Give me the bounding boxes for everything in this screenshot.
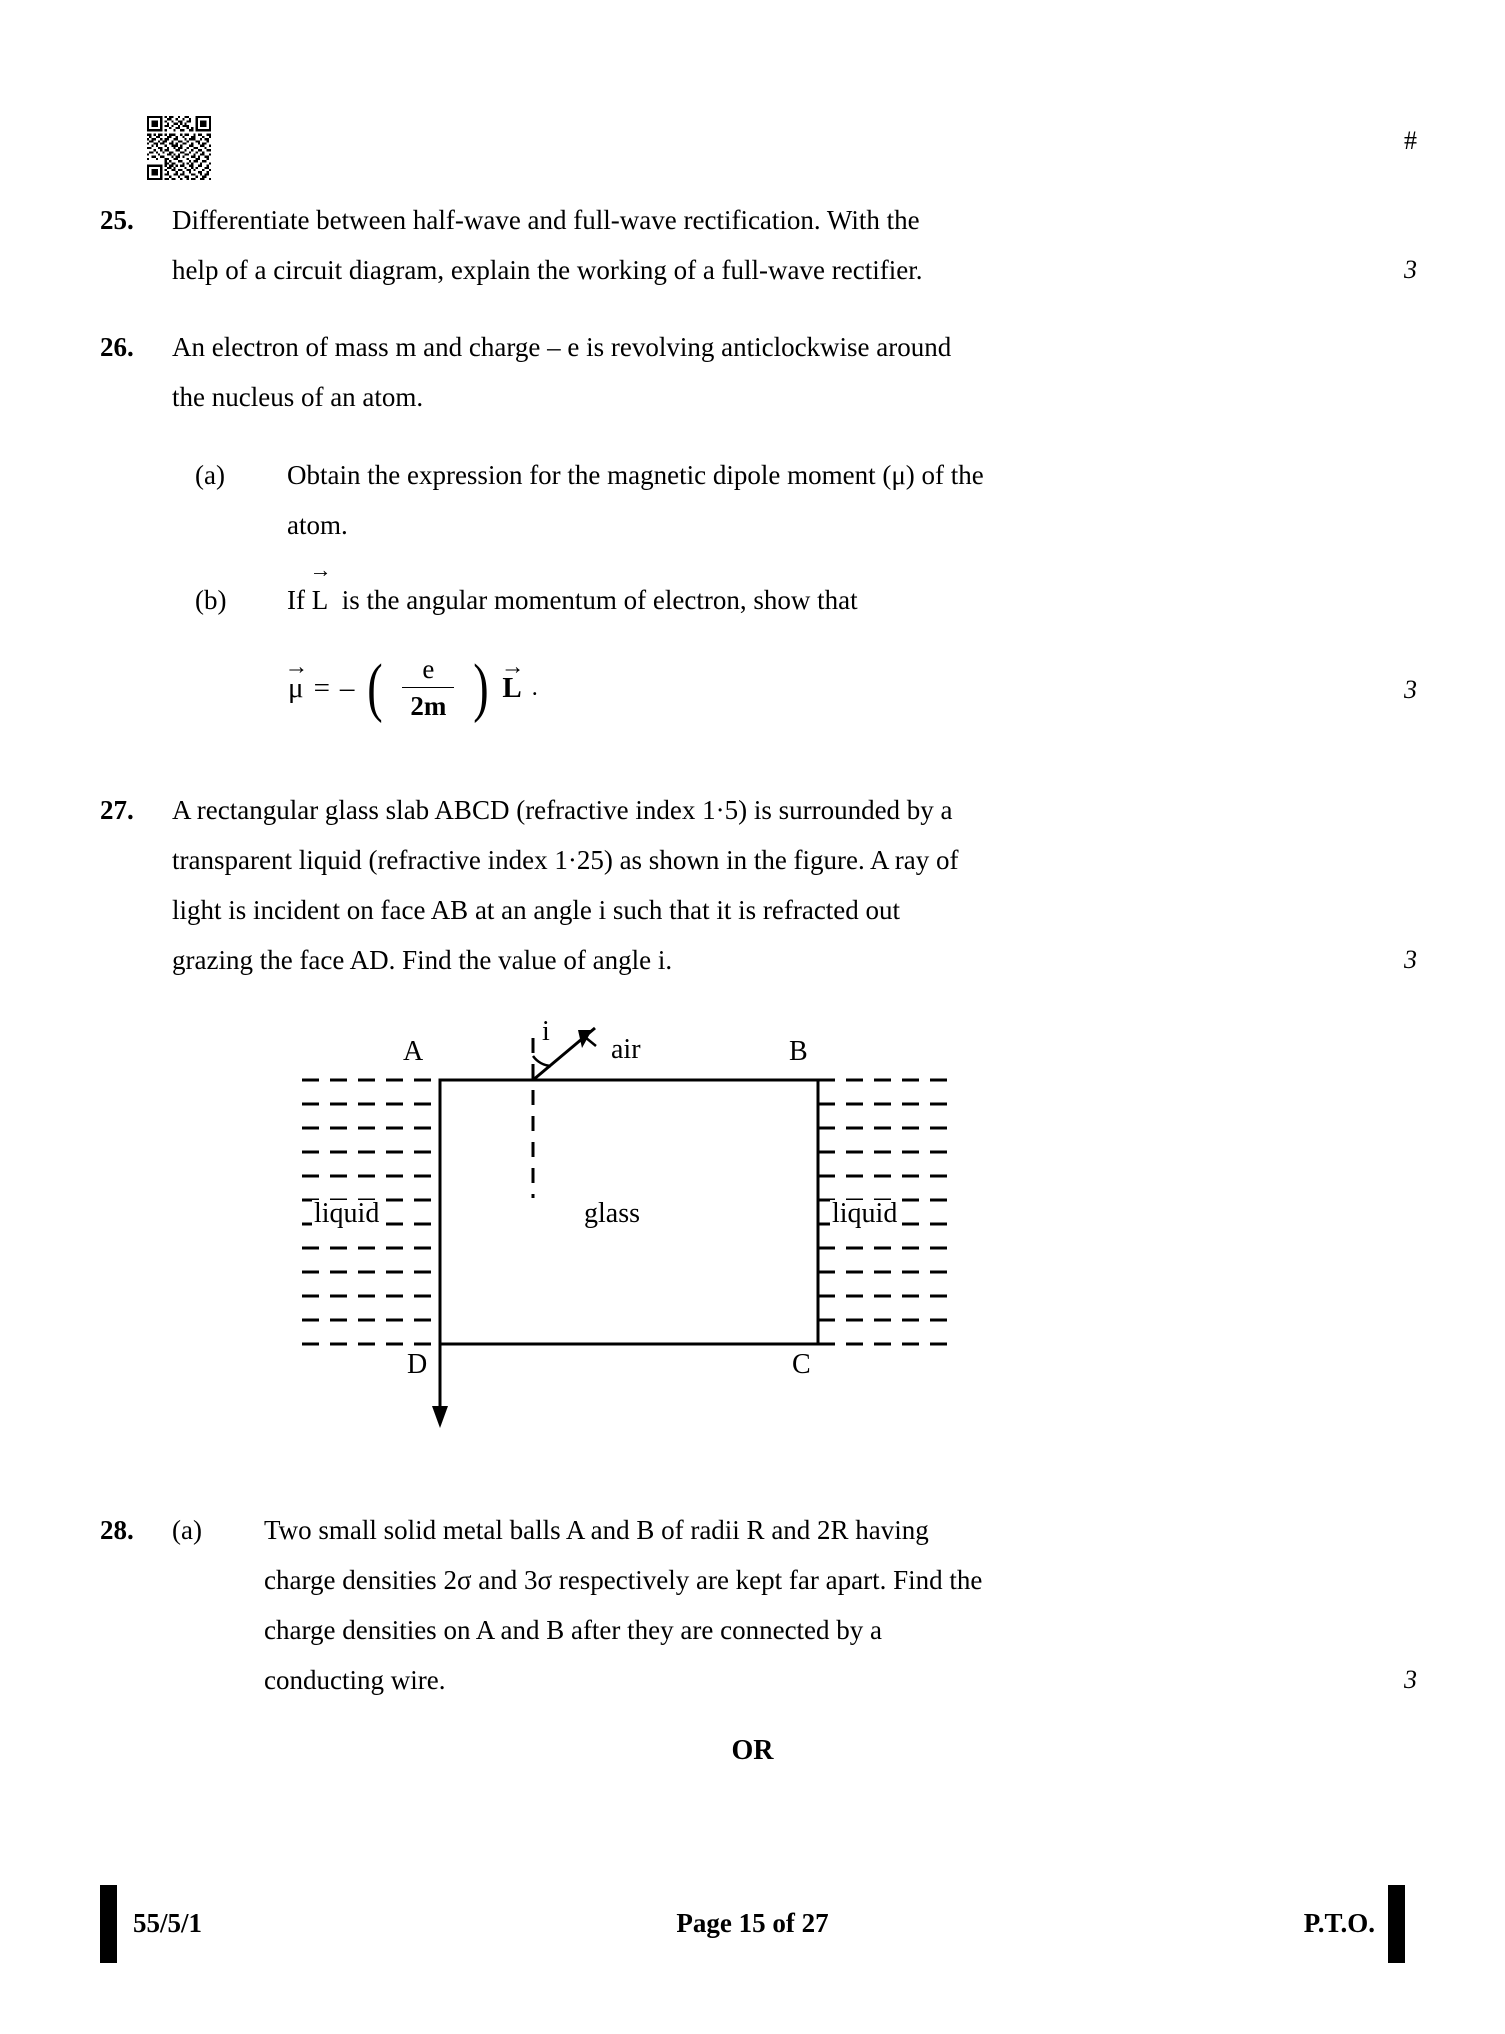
- fraction-e-over-2m: [396, 654, 460, 722]
- magnetic-moment-vector: [284, 654, 308, 704]
- figure-label-glass: glass: [584, 1198, 640, 1229]
- vector-arrow-icon: →: [284, 654, 308, 681]
- question-25-line-1: Differentiate between half-wave and full-wave rectification. With the: [172, 205, 920, 235]
- or-divider: OR: [731, 1735, 774, 1766]
- figure-label-angle-i: i: [542, 1016, 550, 1047]
- question-28-line-4: conducting wire.: [264, 1665, 446, 1695]
- question-26-part-a-line-1: Obtain the expression for the magnetic dipole moment (μ) of the: [287, 460, 984, 490]
- question-28-body: [264, 1505, 1297, 1705]
- hash-mark: #: [1404, 126, 1417, 155]
- grazing-ray-arrowhead: [432, 1406, 448, 1428]
- question-25-number: 25.: [100, 205, 134, 235]
- question-25: [100, 195, 1320, 295]
- left-paren: (: [367, 650, 384, 724]
- part-b-text-prefix: If: [287, 585, 312, 615]
- figure-label-B: B: [789, 1036, 808, 1067]
- question-26: [100, 322, 1320, 422]
- question-28-line-1: Two small solid metal balls A and B of radii R and 2R having: [264, 1515, 929, 1545]
- question-26-part-a-line-2: atom.: [287, 510, 348, 540]
- figure-label-air: air: [611, 1034, 641, 1065]
- formula-period: .: [531, 675, 538, 701]
- right-paren: ): [473, 650, 490, 724]
- glass-slab-figure: [290, 1010, 970, 1440]
- question-26-part-a-body: [287, 450, 1320, 550]
- figure-label-liquid-right: liquid: [832, 1198, 898, 1229]
- figure-label-C: C: [792, 1349, 811, 1380]
- question-28-part-a-label: (a): [172, 1515, 202, 1545]
- question-26-part-b-body: [287, 557, 1320, 625]
- vector-arrow-icon: →: [309, 557, 331, 583]
- magnetic-moment-symbol: μ: [288, 671, 304, 704]
- question-26-number: 26.: [100, 332, 134, 362]
- footer-page-number: Page 15 of 27: [676, 1908, 829, 1938]
- footer-paper-code: 55/5/1: [133, 1908, 203, 1938]
- question-26-part-a-label: (a): [195, 460, 225, 490]
- formula-equals: =: [313, 671, 330, 704]
- question-27-body: [172, 785, 1302, 985]
- angular-momentum-symbol: L: [311, 585, 329, 615]
- question-26-line-2: the nucleus of an atom.: [172, 382, 424, 412]
- magnetic-moment-formula: [284, 640, 538, 736]
- question-26-part-b: [195, 557, 1320, 625]
- question-26-part-a: [195, 450, 1320, 550]
- page-footer: [0, 1885, 1505, 1965]
- question-27-marks: 3: [1404, 945, 1417, 974]
- question-27: [100, 785, 1320, 985]
- question-28-line-3: charge densities on A and B after they are connected by a: [264, 1615, 883, 1645]
- question-25-marks: 3: [1404, 255, 1417, 284]
- question-28-marks: 3: [1404, 1665, 1417, 1694]
- figure-label-D: D: [407, 1349, 428, 1380]
- angle-arc: [533, 1056, 551, 1066]
- angular-momentum-vector: [309, 557, 331, 625]
- figure-label-liquid-left: liquid: [314, 1198, 380, 1229]
- incident-ray-arrowhead: [578, 1030, 592, 1048]
- question-25-line-2: help of a circuit diagram, explain the working of a full-wave rectifier.: [172, 255, 923, 285]
- angular-momentum-symbol-rhs: L: [502, 671, 522, 704]
- fraction-denominator: 2m: [402, 687, 454, 722]
- question-25-body: [172, 195, 1302, 295]
- question-28: [100, 1505, 1320, 1705]
- question-26-marks: 3: [1404, 675, 1417, 704]
- question-28-number: 28.: [100, 1515, 134, 1545]
- fraction-numerator: e: [422, 653, 435, 684]
- question-27-line-4: grazing the face AD. Find the value of angle i.: [172, 945, 673, 975]
- formula-minus: –: [339, 671, 355, 704]
- question-28-line-2: charge densities 2σ and 3σ respectively are kept far apart. Find the: [264, 1565, 983, 1595]
- question-26-part-b-label: (b): [195, 585, 227, 615]
- question-27-number: 27.: [100, 795, 134, 825]
- qr-code-icon: [147, 116, 211, 180]
- question-27-line-2: transparent liquid (refractive index 1·25) as shown in the figure. A ray of: [172, 845, 959, 875]
- footer-pto: P.T.O.: [1303, 1908, 1375, 1938]
- angular-momentum-vector-rhs: [500, 654, 524, 704]
- question-26-body: [172, 322, 1302, 422]
- question-27-line-1: A rectangular glass slab ABCD (refractive index 1·5) is surrounded by a: [172, 795, 953, 825]
- question-26-line-1: An electron of mass m and charge – e is revolving anticlockwise around: [172, 332, 952, 362]
- figure-label-A: A: [403, 1036, 424, 1067]
- question-26-part-b-line-1: [287, 557, 1320, 625]
- part-b-text-suffix: is the angular momentum of electron, show that: [328, 585, 858, 615]
- question-27-line-3: light is incident on face AB at an angle i such that it is refracted out: [172, 895, 901, 925]
- vector-arrow-icon: →: [500, 654, 524, 681]
